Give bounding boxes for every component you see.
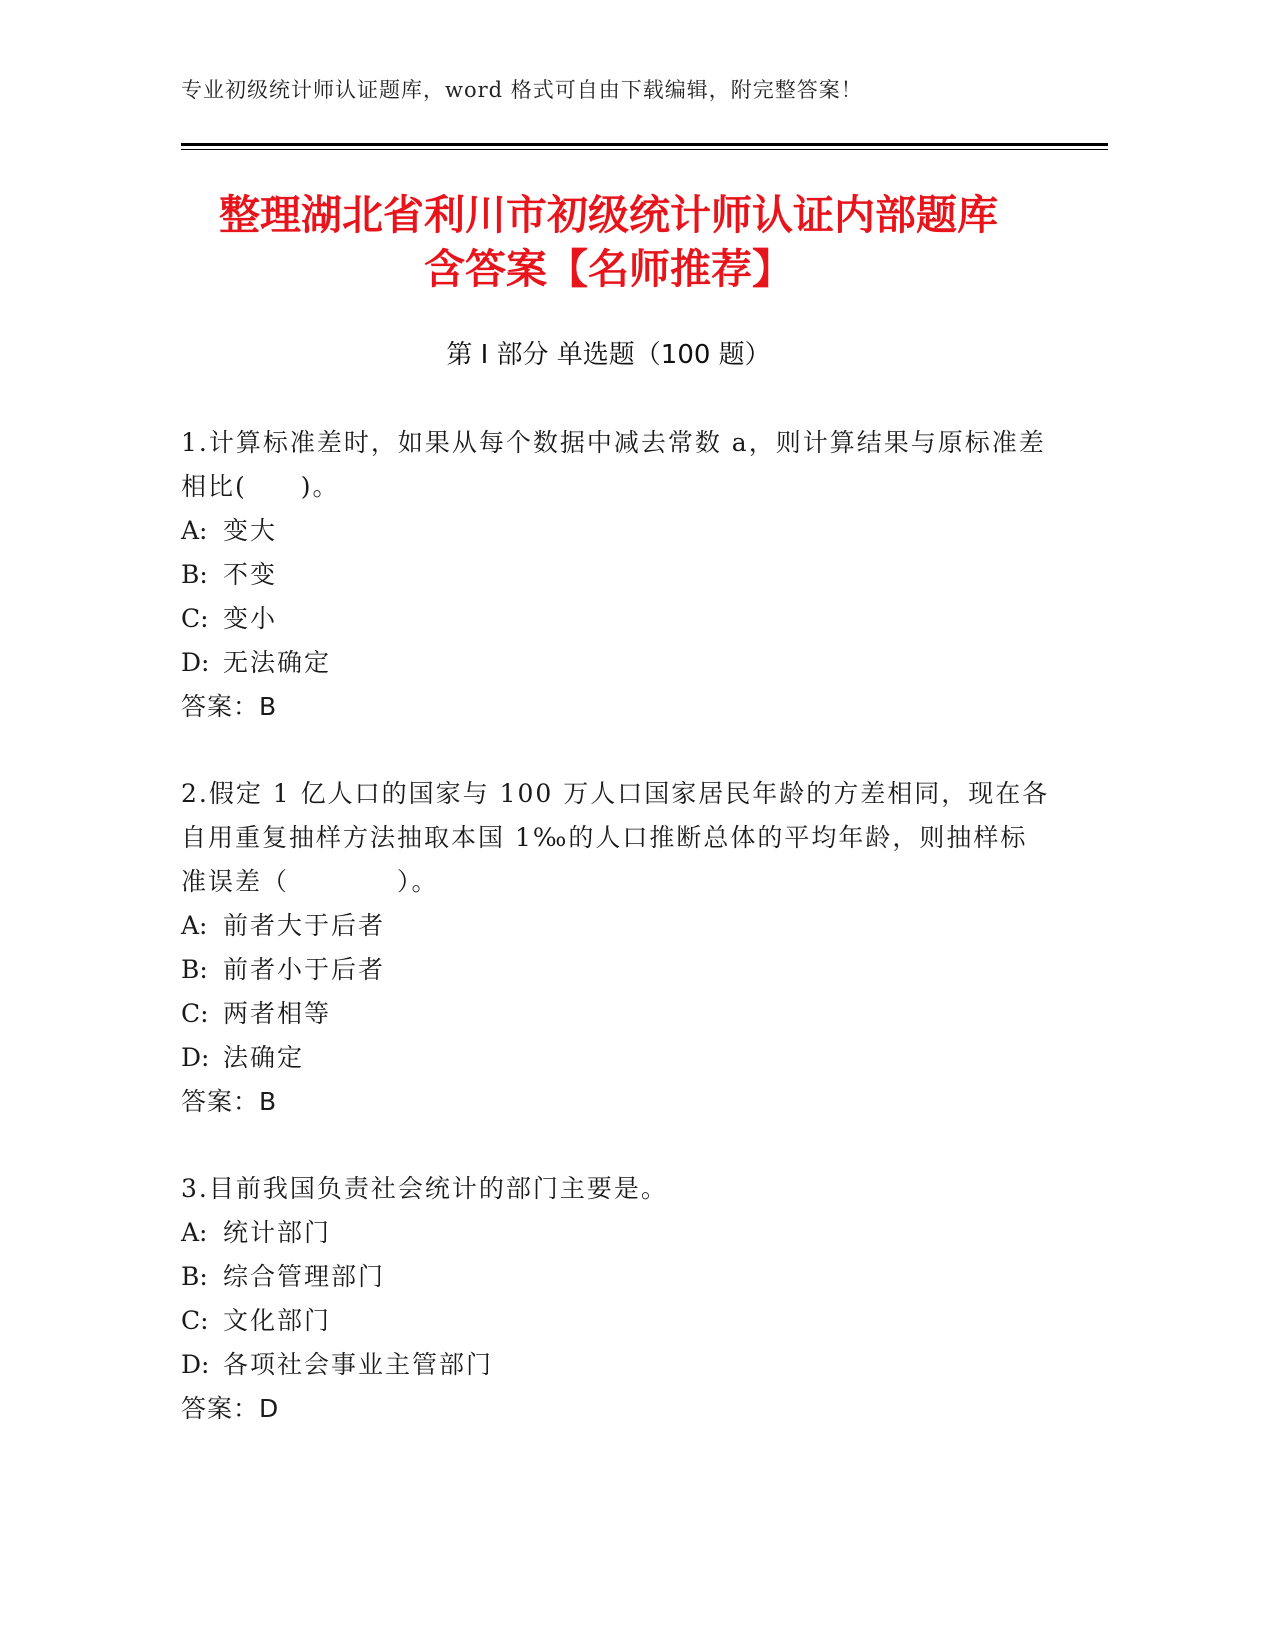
option-text: 前者大于后者 [223, 911, 386, 940]
answer: 答案：B [181, 692, 278, 721]
option-letter: C: [181, 999, 209, 1028]
option-a [181, 509, 1051, 553]
option-b [181, 948, 1051, 992]
option-text: 文化部门 [223, 1306, 332, 1335]
section-heading: 第 I 部分 单选题（100 题） [446, 340, 771, 370]
option-a [181, 904, 1051, 948]
option-b [181, 553, 1051, 597]
option-letter: C: [181, 604, 209, 633]
option-letter: D: [181, 1350, 210, 1379]
option-text: 不变 [223, 560, 278, 589]
option-text: 无法确定 [223, 648, 332, 677]
option-b [181, 1255, 1051, 1299]
header-divider-thick [181, 143, 1108, 146]
question-list [181, 421, 1051, 1431]
question-1 [181, 421, 1051, 729]
question-text: 2.假定 1 亿人口的国家与 100 万人口国家居民年龄的方差相同，现在各自用重复抽样方法抽取本国 1‰的人口推断总体的平均年龄，则抽样标准误差（ ）。 [181, 779, 1050, 896]
question-text: 1.计算标准差时，如果从每个数据中减去常数 a，则计算结果与原标准差相比( )。 [181, 428, 1046, 501]
option-c [181, 597, 1051, 641]
header-divider-thin [181, 149, 1108, 150]
option-letter: A: [181, 516, 208, 545]
option-letter: D: [181, 648, 210, 677]
question-3 [181, 1167, 1051, 1431]
answer: 答案：D [181, 1394, 280, 1423]
option-text: 综合管理部门 [223, 1262, 386, 1291]
option-d [181, 1343, 1051, 1387]
option-letter: A: [181, 911, 208, 940]
option-c [181, 992, 1051, 1036]
question-text: 3.目前我国负责社会统计的部门主要是。 [181, 1174, 668, 1203]
question-2 [181, 772, 1051, 1124]
option-letter: A: [181, 1218, 208, 1247]
option-a [181, 1211, 1051, 1255]
option-letter: C: [181, 1306, 209, 1335]
answer: 答案：B [181, 1087, 278, 1116]
option-text: 各项社会事业主管部门 [223, 1350, 494, 1379]
option-text: 统计部门 [223, 1218, 332, 1247]
option-text: 前者小于后者 [223, 955, 386, 984]
option-text: 变大 [223, 516, 278, 545]
option-d [181, 1036, 1051, 1080]
option-letter: D: [181, 1043, 210, 1072]
document-title-line-2: 含答案【名师推荐】 [424, 245, 793, 293]
option-letter: B: [181, 955, 208, 984]
option-letter: B: [181, 1262, 208, 1291]
document-title-line-1: 整理湖北省利川市初级统计师认证内部题库 [219, 191, 998, 239]
option-letter: B: [181, 560, 208, 589]
option-d [181, 641, 1051, 685]
option-text: 两者相等 [223, 999, 332, 1028]
option-c [181, 1299, 1051, 1343]
document-title [181, 188, 1036, 296]
option-text: 变小 [223, 604, 278, 633]
option-text: 法确定 [223, 1043, 305, 1072]
header-note: 专业初级统计师认证题库，word 格式可自由下载编辑，附完整答案！ [181, 78, 863, 102]
